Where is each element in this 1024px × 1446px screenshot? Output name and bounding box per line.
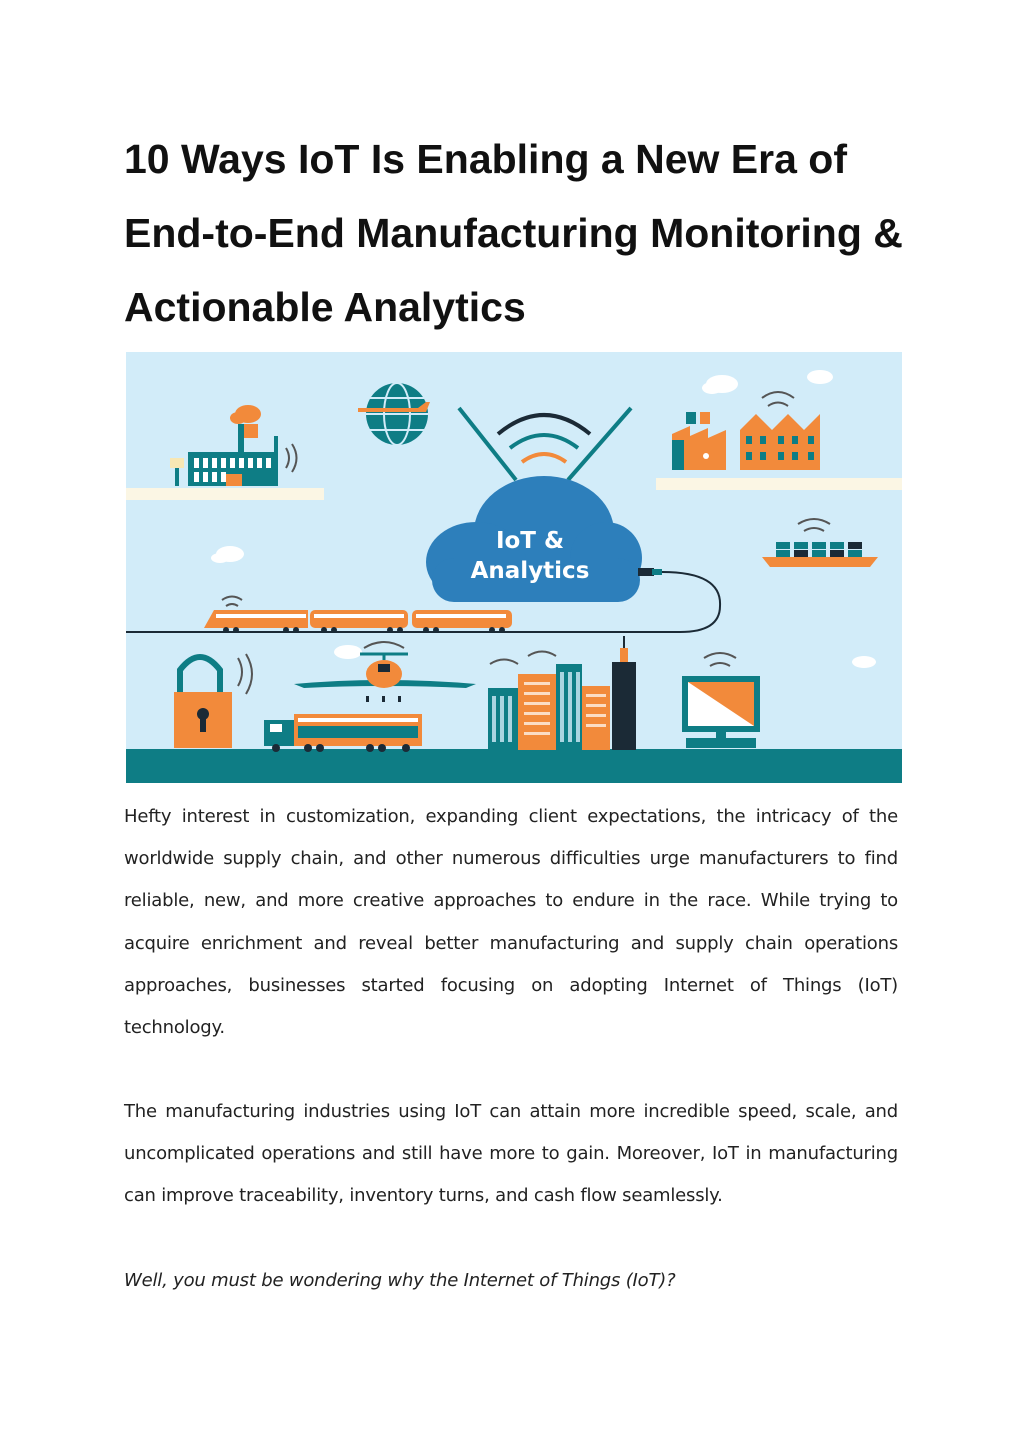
page-title: 10 Ways IoT Is Enabling a New Era of End-to-End Manufacturing Monitoring & Actionable Analytics xyxy=(124,136,903,330)
left-ground-strip xyxy=(126,488,324,500)
cloud-label-line1: IoT & xyxy=(495,528,565,554)
cloud-label-line2: Analytics xyxy=(470,558,590,584)
iot-analytics-illustration xyxy=(126,352,902,783)
question-paragraph: Well, you must be wondering why the Internet of Things (IoT)? xyxy=(124,1270,676,1291)
benefits-paragraph: The manufacturing industries using IoT can attain more incredible speed, scale, and uncomplicated operations and still have more to gain. Moreover, IoT in manufacturing can improve traceability, inventory turns, and cash flow seamlessly. xyxy=(124,1101,898,1207)
bottom-ground xyxy=(126,749,902,783)
right-ground-strip xyxy=(656,478,902,490)
intro-paragraph: Hefty interest in customization, expanding client expectations, the intricacy of the worldwide supply chain, and other numerous difficulties urge manufacturers to find reliable, new, and more creative approaches to endure in the race. While trying to acquire enrichment and reveal better manufacturing and supply chain operations approaches, businesses started focusing on adopting Internet of Things (IoT) technology. xyxy=(124,806,898,1039)
